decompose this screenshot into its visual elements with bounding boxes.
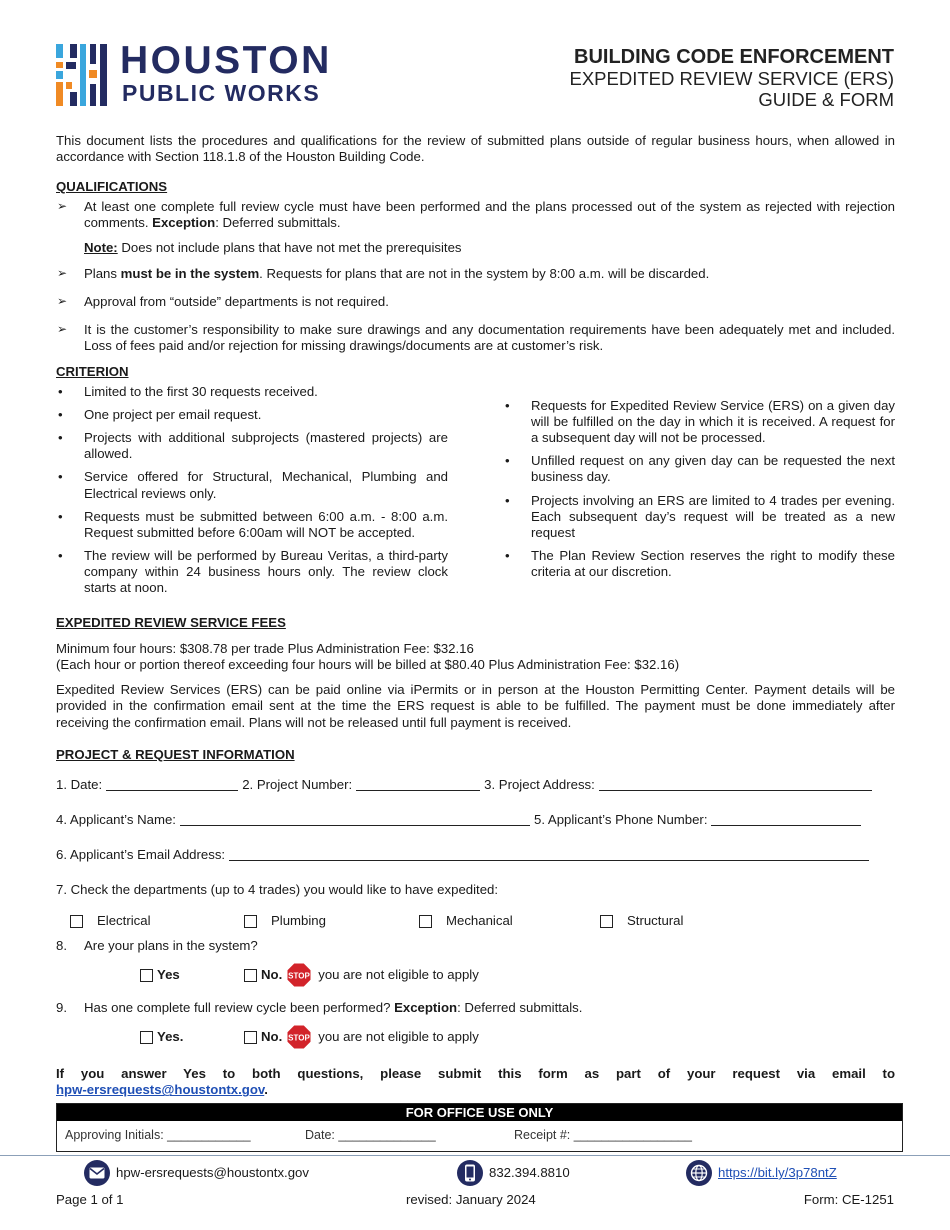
payment-paragraph: Expedited Review Services (ERS) can be paid online via iPermits or in person at the Houston Permitting Center. Payment details will be provided in the confirmation email sent at the time the ERS request is able to be fulfilled. The payment must be done immediately after receiving the confirmation email. Plans will not be released until full payment is received. <box>56 682 895 730</box>
q8-answers <box>140 962 895 988</box>
form-row-2 <box>56 812 895 828</box>
bullet-icon: • <box>58 469 63 485</box>
electrical-checkbox[interactable]: Electrical <box>70 913 244 929</box>
criterion-item: • Service offered for Structural, Mechanical, Plumbing and Electrical reviews only. <box>58 469 448 501</box>
envelope-icon <box>84 1160 110 1186</box>
submit-email-link[interactable]: hpw-ersrequests@houstontx.gov <box>56 1082 265 1098</box>
fee-minimum: Minimum four hours: $308.78 per trade Plus Administration Fee: $32.16 <box>56 641 474 657</box>
page-number: Page 1 of 1 <box>56 1192 124 1207</box>
fees-heading: EXPEDITED REVIEW SERVICE FEES <box>56 615 286 631</box>
bullet-icon: • <box>58 508 63 524</box>
office-use-box <box>56 1103 903 1152</box>
title-line-2: EXPEDITED REVIEW SERVICE (ERS) <box>569 68 894 89</box>
q9: 9. Has one complete full review cycle been performed? Exception: Deferred submittals. <box>56 1000 583 1016</box>
globe-icon <box>686 1160 712 1186</box>
arrow-bullet-icon: ➢ <box>57 293 68 308</box>
receipt-field[interactable]: Receipt #: _________________ <box>514 1128 692 1142</box>
footer-url-link[interactable]: https://bit.ly/3p78ntZ <box>718 1164 837 1180</box>
structural-checkbox[interactable]: Structural <box>600 913 683 929</box>
logo-mark-icon <box>56 44 112 106</box>
bullet-icon: • <box>58 547 63 563</box>
mechanical-checkbox[interactable]: Mechanical <box>419 913 600 929</box>
applicant-phone-label: 5. Applicant’s Phone Number: <box>533 811 708 827</box>
fee-hourly: (Each hour or portion thereof exceeding four hours will be billed at $80.40 Plus Administration Fee: $32.16) <box>56 657 680 673</box>
arrow-bullet-icon: ➢ <box>57 321 68 336</box>
criterion-item: • Requests must be submitted between 6:00 a.m. - 8:00 a.m. Request submitted before 6:00am will NOT be accepted. <box>58 508 448 540</box>
criterion-left-column <box>56 384 448 603</box>
stop-sign-icon <box>286 1024 312 1050</box>
q8-no-checkbox[interactable]: No. <box>244 967 282 983</box>
q8-yes-checkbox[interactable]: Yes <box>140 967 244 983</box>
office-use-title: FOR OFFICE USE ONLY <box>57 1104 902 1121</box>
bullet-icon: • <box>58 384 63 400</box>
bullet-icon: • <box>505 398 510 414</box>
applicant-name-field[interactable] <box>180 813 530 826</box>
criterion-item: • Projects with additional subprojects (mastered projects) are allowed. <box>58 430 448 462</box>
submit-instructions: If you answer Yes to both questions, please submit this form as part of your request via email to <box>56 1066 895 1082</box>
qualification-note: Note: Does not include plans that have not met the prerequisites <box>84 240 462 256</box>
footer-email[interactable]: hpw-ersrequests@houstontx.gov <box>84 1160 309 1186</box>
office-date-field[interactable]: Date: ______________ <box>305 1128 436 1142</box>
criterion-columns <box>56 384 895 603</box>
form-row-3 <box>56 847 895 863</box>
svg-text:STOP: STOP <box>288 971 311 981</box>
title-line-1: BUILDING CODE ENFORCEMENT <box>574 46 894 68</box>
fees-section <box>56 641 895 730</box>
criterion-item: • The Plan Review Section reserves the right to modify these criteria at our discretion. <box>505 547 895 579</box>
q8-ineligible-text: you are not eligible to apply <box>318 967 479 983</box>
bullet-icon: • <box>505 492 510 508</box>
q9-answers <box>140 1024 895 1050</box>
qualification-item: ➢ Plans must be in the system. Requests for plans that are not in the system by 8:00 a.m. will be discarded. <box>57 265 710 281</box>
applicant-phone-field[interactable] <box>711 813 861 826</box>
document-title <box>570 46 895 111</box>
arrow-bullet-icon: ➢ <box>57 199 68 214</box>
footer-url[interactable] <box>686 1160 837 1186</box>
logo-text-public-works: PUBLIC WORKS <box>122 80 321 106</box>
title-line-3: GUIDE & FORM <box>758 89 894 111</box>
criterion-item: • The review will be performed by Bureau Veritas, a third-party company within 24 business hours only. The review clock starts at noon. <box>58 547 448 595</box>
footer-divider <box>0 1155 950 1156</box>
bullet-icon: • <box>505 547 510 563</box>
form-row-1 <box>56 777 895 793</box>
criterion-item: • Limited to the first 30 requests received. <box>58 384 318 400</box>
intro-paragraph: This document lists the procedures and qualifications for the review of submitted plans outside of regular business hours, when allowed in accordance with Section 118.1.8 of the Houston Building Code. <box>56 133 895 165</box>
submit-email-line: hpw-ersrequests@houstontx.gov. <box>56 1082 268 1098</box>
date-field[interactable] <box>106 778 238 791</box>
project-number-field[interactable] <box>356 778 480 791</box>
phone-icon <box>457 1160 483 1186</box>
date-label: 1. Date: <box>56 776 103 792</box>
project-address-label: 3. Project Address: <box>484 776 595 792</box>
applicant-email-label: 6. Applicant’s Email Address: <box>56 846 226 862</box>
plumbing-checkbox[interactable]: Plumbing <box>244 913 419 929</box>
footer-phone[interactable]: 832.394.8810 <box>457 1160 570 1186</box>
criterion-item: • Unfilled request on any given day can be requested the next business day. <box>505 453 895 485</box>
approving-initials-field[interactable]: Approving Initials: ____________ <box>65 1128 251 1142</box>
qualification-item: ➢ Approval from “outside” departments is not required. <box>57 293 389 309</box>
project-address-field[interactable] <box>599 778 872 791</box>
q9-yes-checkbox[interactable]: Yes. <box>140 1029 244 1045</box>
bullet-icon: • <box>505 453 510 469</box>
q9-ineligible-text: you are not eligible to apply <box>318 1029 479 1045</box>
svg-text:STOP: STOP <box>288 1033 311 1043</box>
q7-prompt: 7. Check the departments (up to 4 trades) you would like to have expedited: <box>56 882 499 897</box>
document-body <box>56 133 895 1099</box>
criterion-item: • One project per email request. <box>58 407 262 423</box>
department-checkboxes <box>70 913 895 929</box>
criterion-item: • Projects involving an ERS are limited to 4 trades per evening. Each subsequent day’s request will be treated as a new request <box>505 492 895 540</box>
qualification-item: ➢ At least one complete full review cycle must have been performed and the plans processed out of the system as rejected with rejection comments. Exception: Deferred submittals. <box>57 199 895 231</box>
applicant-name-label: 4. Applicant’s Name: <box>56 811 176 827</box>
qualifications-heading: QUALIFICATIONS <box>56 179 168 195</box>
applicant-email-field[interactable] <box>229 848 869 861</box>
stop-sign-icon <box>286 962 312 988</box>
project-info-heading: PROJECT & REQUEST INFORMATION <box>56 746 295 762</box>
q8: 8. Are your plans in the system? <box>56 938 258 954</box>
revised-date: revised: January 2024 <box>406 1192 536 1207</box>
criterion-item: • Requests for Expedited Review Service (ERS) on a given day will be fulfilled on the day in which it is received. A request for a subsequent day will not be processed. <box>505 398 895 446</box>
bullet-icon: • <box>58 430 63 446</box>
q9-no-checkbox[interactable]: No. <box>244 1029 282 1045</box>
form-number: Form: CE-1251 <box>803 1192 894 1207</box>
criterion-heading: CRITERION <box>56 363 129 379</box>
qualification-item: ➢ It is the customer’s responsibility to make sure drawings and any documentation requirements have been adequately met and included. Loss of fees paid and/or rejection for missing drawings/documents are at customer’s risk. <box>57 321 895 353</box>
houston-public-works-logo <box>56 39 356 108</box>
bullet-icon: • <box>58 407 63 423</box>
arrow-bullet-icon: ➢ <box>57 265 68 280</box>
project-number-label: 2. Project Number: <box>242 776 353 792</box>
office-use-fields <box>57 1121 902 1143</box>
criterion-right-column <box>503 398 895 603</box>
logo-text-houston: HOUSTON <box>120 39 332 82</box>
